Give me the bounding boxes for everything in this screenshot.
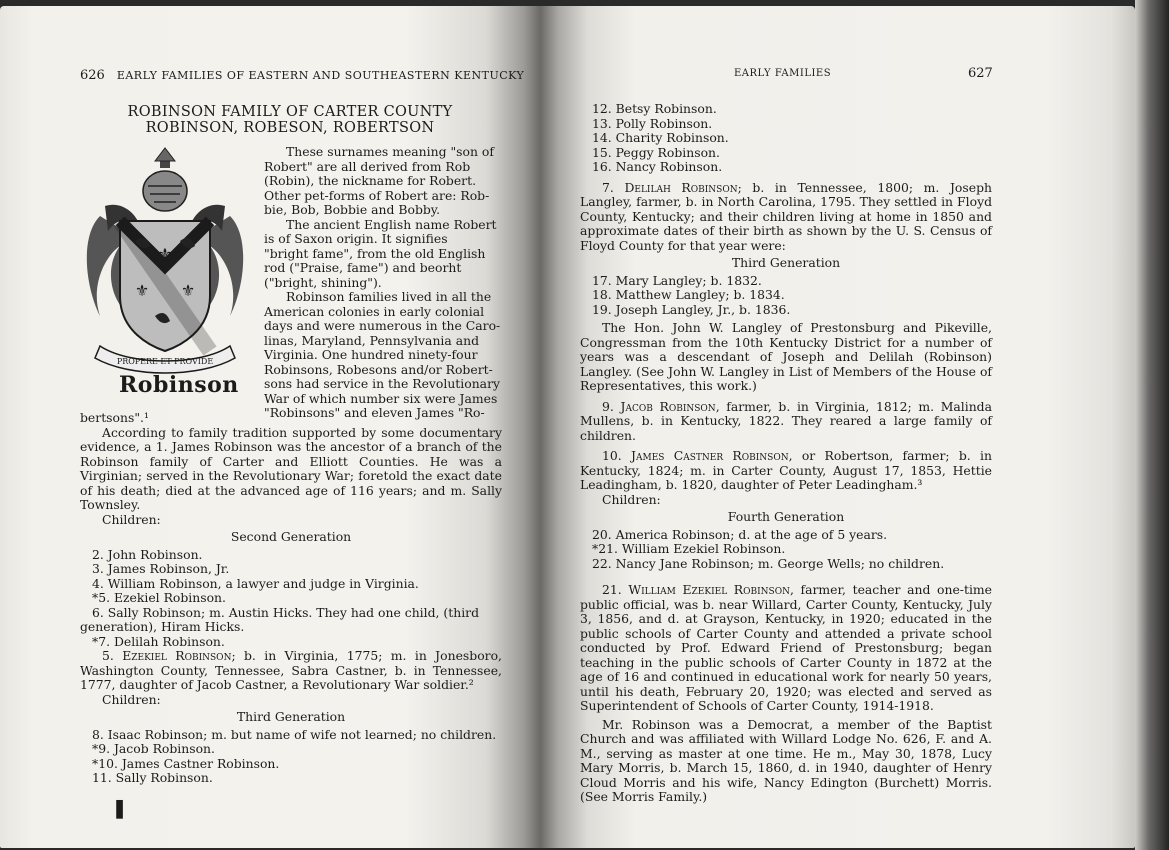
- wrap-line: rod ("Praise, fame") and beorht: [264, 260, 462, 275]
- para-text: , or Robertson, farmer; b. in Kentucky, 1824; m. in Carter County, August 17, 1853, Hettie Leadingham, b. 1820, daughter of Peter Leadingham.³: [580, 448, 992, 492]
- right-page: [540, 6, 1135, 848]
- list-item-continued: generation), Hiram Hicks.: [80, 619, 245, 634]
- children-label: Children:: [102, 511, 161, 527]
- bertsons-line: bertsons".¹: [80, 410, 149, 425]
- list-item: 3. James Robinson, Jr.: [92, 561, 230, 576]
- para-text: ; b. in Tennessee, 1800; m. Joseph Langley, farmer, b. in North Carolina, 1795. They settled in Floyd County, Kentucky; and their children living at home in 1850 and approximate dates of their birth as shown by the U. S. Census of Floyd County for that year were:: [580, 179, 992, 253]
- langley-paragraph: The Hon. John W. Langley of Prestonsburg and Pikeville, Congressman from the 10th Kentucky District for a number of years was a descendant of Joseph and Delilah (Robinson) Langley. (See John W. Langley in List of Members of the House of Representatives, this work.): [580, 320, 992, 393]
- wrap-line: Robinson families lived in all the: [286, 289, 492, 304]
- person-name: William Ezekiel Robinson: [628, 582, 790, 597]
- wrap-line: sons had service in the Revolutionary: [264, 376, 500, 391]
- list-item: 6. Sally Robinson; m. Austin Hicks. They had one child, (third: [92, 604, 480, 620]
- person-name: James Castner Robinson: [631, 448, 789, 463]
- wrapped-intro: [264, 145, 504, 421]
- person-name: Jacob Robinson: [620, 398, 716, 414]
- wrap-line: linas, Maryland, Pennsylvania and: [264, 332, 480, 348]
- list-item: 17. Mary Langley; b. 1832.: [592, 272, 762, 288]
- generation-heading: Third Generation: [731, 255, 841, 270]
- list-item: 19. Joseph Langley, Jr., b. 1836.: [592, 301, 791, 317]
- svg-text:⚜: ⚜: [180, 281, 196, 300]
- wrap-line: ("bright, shining").: [264, 274, 382, 290]
- list-item: 22. Nancy Jane Robinson; m. George Wells; no children.: [592, 555, 945, 571]
- list-item: 14. Charity Robinson.: [592, 130, 729, 145]
- wrap-line: "bright fame", from the old English: [264, 245, 486, 261]
- list-item: *10. James Castner Robinson.: [92, 755, 280, 771]
- list-item: 15. Peggy Robinson.: [592, 144, 720, 160]
- list-item: 13. Polly Robinson.: [592, 115, 713, 131]
- para-number: 5.: [102, 648, 114, 663]
- left-page: [0, 6, 540, 848]
- list-item: 12. Betsy Robinson.: [592, 101, 717, 116]
- list-item: 2. John Robinson.: [92, 546, 203, 562]
- para-text: , farmer, teacher and one-time public official, was b. near Willard, Carter County, Kentucky, July 3, 1856, and d. at Grayson, Kentucky, in 1920; educated in the public schools of Carter County and attended a private school conducted by Prof. Edward Friend of Prestonsburg; began teaching in the public schools of Carter County in 1872 at the age of 16 and continued in educational work for nearly 50 years, until his death, February 20, 1920; was elected and served as Superintendent of Schools of Carter County, 1914-1918.: [580, 582, 992, 713]
- democrat-paragraph: Mr. Robinson was a Democrat, a member of the Baptist Church and was affiliated with Willard Lodge No. 626, F. and A. M., serving as master at one time. He m., May 30, 1878, Lucy Mary Morris, b. March 15, 1860, d. in 1940, daughter of Henry Cloud Morris and his wife, Nancy Edington (Burchett) Morris. (See Morris Family.): [580, 716, 992, 804]
- generation-heading: Second Generation: [230, 529, 352, 544]
- list-item: *5. Ezekiel Robinson.: [92, 590, 226, 605]
- title-line-1: ROBINSON FAMILY OF CARTER COUNTY: [127, 104, 453, 120]
- wrap-line: American colonies in early colonial: [264, 303, 485, 319]
- wrap-line: These surnames meaning "son of: [286, 144, 494, 159]
- generation-heading: Third Generation: [236, 709, 346, 724]
- wrap-line: Robert" are all derived from Rob: [264, 158, 471, 174]
- list-item: 20. America Robinson; d. at the age of 5 years.: [592, 526, 888, 542]
- james-castner-paragraph: [580, 449, 992, 493]
- wrap-line: Virginia. One hundred ninety-four: [264, 347, 478, 362]
- list-item: 8. Isaac Robinson; m. but name of wife not learned; no children.: [92, 726, 497, 742]
- coat-of-arms-image: [80, 146, 250, 396]
- left-body: [80, 411, 502, 786]
- wrap-line: is of Saxon origin. It signifies: [264, 231, 448, 246]
- wrap-line: days and were numerous in the Caro-: [264, 318, 501, 333]
- list-item: 4. William Robinson, a lawyer and judge in Virginia.: [92, 575, 419, 591]
- svg-text:⚜: ⚜: [156, 245, 174, 266]
- right-page-number: 627: [968, 66, 993, 81]
- list-item: 16. Nancy Robinson.: [592, 159, 723, 174]
- person-name: Ezekiel Robinson: [122, 648, 232, 663]
- person-name: Delilah Robinson: [624, 179, 738, 195]
- wrap-line: "Robinsons" and eleven James "Ro-: [264, 405, 485, 420]
- list-item: *21. William Ezekiel Robinson.: [592, 541, 786, 556]
- para-number: 21.: [602, 582, 622, 597]
- left-running-head-text: EARLY FAMILIES OF EASTERN AND SOUTHEASTERN KENTUCKY: [116, 69, 525, 82]
- wrap-line: (Robin), the nickname for Robert.: [264, 173, 477, 188]
- svg-text:⚜: ⚜: [134, 281, 150, 300]
- crest-motto: PROPERE ET PROVIDE: [116, 357, 214, 366]
- right-running-head: EARLY FAMILIES: [734, 68, 832, 79]
- ink-mark: ❚: [112, 798, 128, 819]
- william-ezekiel-paragraph: [580, 583, 992, 714]
- wrap-line: War of which number six were James: [264, 390, 498, 406]
- right-body: [580, 102, 992, 805]
- page-edge-shadow: [1135, 0, 1169, 850]
- left-page-number: 626: [80, 68, 105, 83]
- delilah-paragraph: [580, 181, 992, 254]
- title-line-2: ROBINSON, ROBESON, ROBERTSON: [145, 120, 435, 136]
- children-label: Children:: [602, 491, 661, 507]
- para-number: 7.: [602, 179, 614, 195]
- family-title: [80, 104, 500, 136]
- children-label: Children:: [102, 691, 161, 707]
- wrap-line: Other pet-forms of Robert are: Rob-: [264, 187, 490, 203]
- list-item: 18. Matthew Langley; b. 1834.: [592, 287, 785, 302]
- para-text: ; b. in Virginia, 1775; m. in Jonesboro, Washington County, Tennessee, Sabra Castner, b. in Tennessee, 1777, daughter of Jacob Castner, a Revolutionary War soldier.²: [80, 648, 502, 692]
- wrap-line: bie, Bob, Bobbie and Bobby.: [264, 202, 441, 217]
- tradition-paragraph: According to family tradition supported by some documentary evidence, a 1. James Robinson was the ancestor of a branch of the Robinson family of Carter and Elliott Counties. He was a Virginian; served in the Revolutionary War; foretold the exact date of his death; died at the advanced age of 116 years; and m. Sally Townsley.: [80, 424, 502, 512]
- jacob-paragraph: [580, 400, 992, 444]
- list-item: *7. Delilah Robinson.: [92, 633, 225, 649]
- list-item: *9. Jacob Robinson.: [92, 741, 215, 756]
- wrap-line: Robinsons, Robesons and/or Robert-: [264, 361, 493, 377]
- wrap-line: The ancient English name Robert: [286, 216, 497, 232]
- para-number: 10.: [602, 448, 622, 463]
- para-number: 9.: [602, 398, 614, 414]
- left-running-head: [80, 68, 524, 83]
- para-text: , farmer, b. in Virginia, 1812; m. Malinda Mullens, b. in Kentucky, 1822. They reared a large family of children.: [580, 398, 992, 443]
- generation-heading: Fourth Generation: [727, 509, 845, 524]
- ezekiel-paragraph: [80, 649, 502, 693]
- crest-name-label: Robinson: [119, 372, 239, 398]
- list-item: 11. Sally Robinson.: [92, 770, 213, 785]
